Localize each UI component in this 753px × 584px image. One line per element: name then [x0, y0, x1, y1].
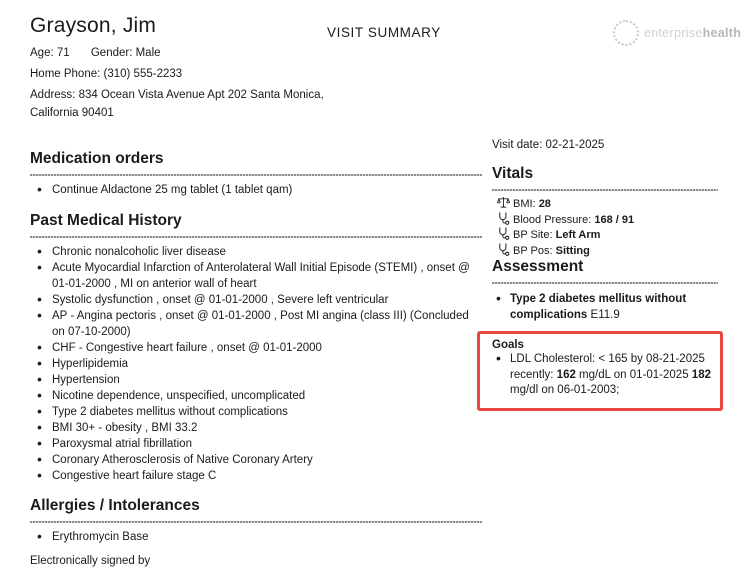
logo-text [644, 26, 741, 40]
goal-value-prior: 182 [691, 368, 711, 381]
patient-name: Grayson, Jim [30, 14, 157, 37]
section-allergies [30, 497, 482, 545]
visit-date: Visit date: 02-21-2025 [492, 139, 605, 151]
section-divider [492, 189, 718, 191]
past-medical-history-list [30, 244, 482, 484]
section-divider [492, 282, 718, 284]
section-vitals [492, 165, 718, 258]
list-item: • Hyperlipidemia [30, 356, 482, 372]
age-gender-row [30, 46, 325, 60]
section-divider [30, 174, 482, 176]
logo-text-enterprise: enterprise [644, 26, 703, 40]
section-divider [30, 521, 482, 523]
goals-list [492, 352, 717, 399]
vital-label: Blood Pressure: [513, 213, 592, 226]
vital-row-bp-pos [497, 243, 718, 259]
list-item: • Nicotine dependence, unspecified, uncomplicated [30, 388, 482, 404]
vital-row-blood-pressure [497, 212, 718, 228]
list-item: • Congestive heart failure stage C [30, 468, 482, 484]
list-item: • Paroxysmal atrial fibrillation [30, 436, 482, 452]
section-assessment [492, 258, 718, 323]
list-item: • Erythromycin Base [30, 529, 482, 545]
goals-highlight-box [477, 331, 723, 411]
past-medical-history-heading: Past Medical History [30, 212, 182, 229]
goals-heading: Goals [492, 339, 524, 351]
vital-row-bp-site [497, 227, 718, 243]
enterprise-health-logo [613, 20, 741, 46]
goal-value-recent: 162 [556, 368, 576, 381]
stethoscope-icon [497, 243, 510, 256]
patient-details [30, 46, 325, 129]
list-item: • Type 2 diabetes mellitus without complications [30, 404, 482, 420]
diagnosis-code: E11.9 [587, 308, 620, 321]
list-item: • BMI 30+ - obesity , BMI 33.2 [30, 420, 482, 436]
vital-value: Sitting [555, 244, 590, 257]
address: Address: 834 Ocean Vista Avenue Apt 202 Santa Monica, California 90401 [30, 89, 324, 119]
medication-orders-list [30, 182, 482, 198]
vital-label: BP Pos: [513, 244, 553, 257]
list-item: • Acute Myocardial Infarction of Anterolateral Wall Initial Episode (STEMI) , onset @ 01-01-2000 , MI on anterior wall of heart [30, 260, 482, 292]
assessment-list [492, 292, 718, 323]
list-item: • Coronary Atherosclerosis of Native Coronary Artery [30, 452, 482, 468]
list-item: • Systolic dysfunction , onset @ 01-01-2000 , Severe left ventricular [30, 292, 482, 308]
goal-text: mg/dL on 01-01-2025 [575, 368, 692, 381]
list-item: • Chronic nonalcoholic liver disease [30, 244, 482, 260]
age-label: Age: 71 [30, 47, 70, 59]
section-past-medical-history [30, 212, 482, 484]
logo-text-health: health [702, 26, 742, 40]
scale-icon [497, 196, 510, 209]
stethoscope-icon [497, 212, 510, 225]
page-title: VISIT SUMMARY [327, 25, 441, 40]
goal-ldl-cholesterol [492, 352, 717, 399]
vitals-list [492, 196, 718, 258]
list-item: • CHF - Congestive heart failure , onset @ 01-01-2000 [30, 340, 482, 356]
list-item: • Hypertension [30, 372, 482, 388]
allergies-heading: Allergies / Intolerances [30, 497, 200, 514]
assessment-heading: Assessment [492, 258, 584, 275]
electronic-signature-label: Electronically signed by [30, 555, 151, 567]
vital-label: BP Site: [513, 229, 553, 241]
vital-row-bmi [497, 196, 718, 212]
list-item: • AP - Angina pectoris , onset @ 01-01-2000 , Post MI angina (class III) (Concluded on 07-10-2000) [30, 308, 482, 340]
vital-label: BMI: [513, 198, 536, 210]
medication-orders-heading: Medication orders [30, 150, 164, 167]
vital-value: 28 [538, 198, 551, 210]
allergies-list [30, 529, 482, 545]
diagnosis-text: Type 2 diabetes mellitus without complications [510, 293, 687, 321]
vital-value: 168 / 91 [594, 213, 635, 226]
section-medication-orders [30, 150, 482, 198]
stethoscope-icon [497, 227, 510, 240]
list-item: • Continue Aldactone 25 mg tablet (1 tablet qam) [30, 182, 482, 198]
assessment-diagnosis [492, 292, 718, 323]
goal-text: mg/dl on 06-01-2003; [510, 368, 715, 396]
home-phone: Home Phone: (310) 555-2233 [30, 67, 183, 80]
goal-text: LDL Cholesterol: < 165 by 08-21-2025 recently: [510, 353, 718, 381]
section-divider [30, 236, 482, 238]
vital-value: Left Arm [555, 229, 601, 241]
gender-label: Gender: Male [90, 47, 161, 59]
vitals-heading: Vitals [492, 165, 534, 182]
logo-circle-icon [613, 20, 639, 46]
